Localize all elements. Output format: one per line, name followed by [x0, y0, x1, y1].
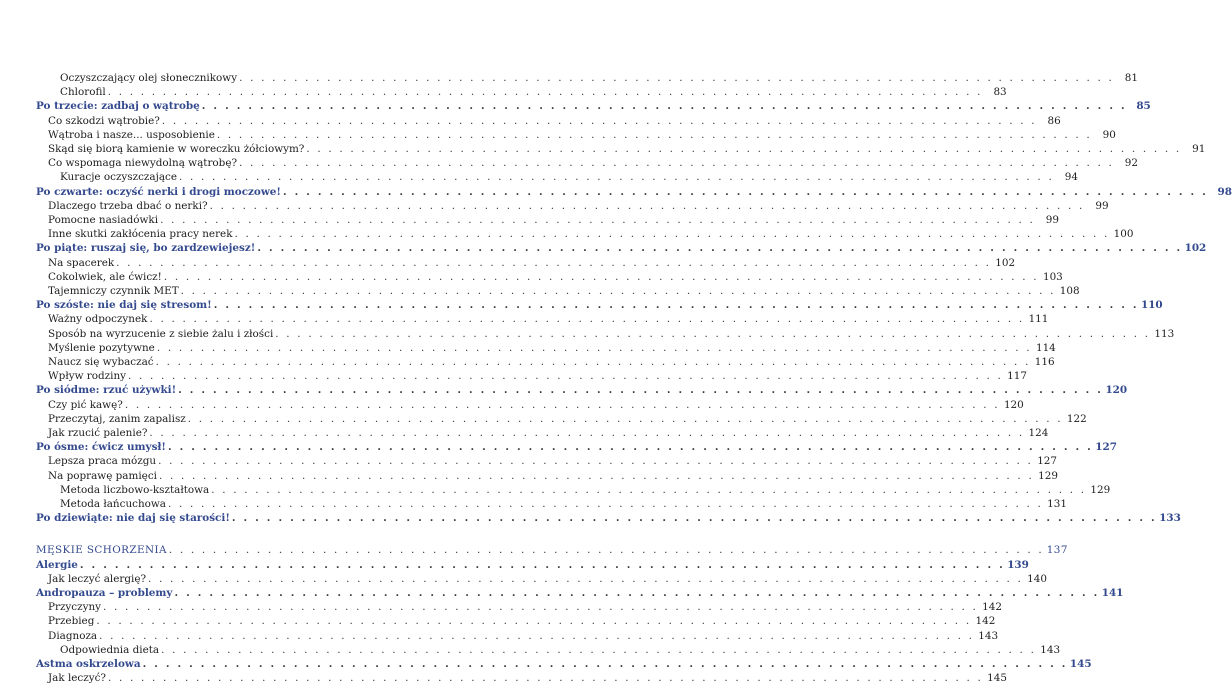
- toc-entry-title: Na poprawę pamięci: [48, 469, 157, 482]
- toc-section-heading: [36, 440, 1117, 454]
- toc-entry-page-number: 124: [1028, 427, 1049, 439]
- toc-entry: [48, 355, 1055, 369]
- toc-entry-title: Andropauza – problemy: [36, 587, 173, 599]
- dot-leader: . . . . . . . . . . . . . . . . . . . . . . . . . . . . . . . . . . . . . . . . . . . . . . . . . . . . . . . . . . . . . . . . . . . . . . . . . . . . . . . .: [187, 412, 1063, 425]
- toc-section-heading: [36, 586, 1124, 600]
- toc-entry-page-number: 102: [995, 256, 1016, 269]
- toc-entry-title: Cokolwiek, ale ćwicz!: [48, 270, 162, 283]
- toc-entry-page-number: 127: [1095, 441, 1117, 454]
- dot-leader: . . . . . . . . . . . . . . . . . . . . . . . . . . . . . . . . . . . . . . . . . . . . . . . . . . . . . . . . . . . . . . . . . . . . . . . . . . . . . . . .: [156, 341, 1032, 354]
- toc-entry-page-number: 108: [1059, 285, 1080, 297]
- dot-leader: . . . . . . . . . . . . . . . . . . . . . . . . . . . . . . . . . . . . . . . . . . . . . . . . . . . . . . . . . . . . . . . . . . . . . . . . . . . . . . . .: [161, 114, 1037, 127]
- toc-entry: [48, 426, 1049, 440]
- toc-entry-page-number: 99: [1095, 199, 1109, 212]
- toc-entry-title: Diagnoza: [48, 629, 98, 642]
- dot-leader: . . . . . . . . . . . . . . . . . . . . . . . . . . . . . . . . . . . . . . . . . . . . . . . . . . . . . . . . . . . . . . . . . . . . . . . . . . . . . . . .: [149, 427, 1025, 439]
- toc-entry-page-number: 145: [987, 672, 1007, 685]
- toc-entry-page-number: 141: [1101, 587, 1124, 599]
- toc-entry-title: Kuracje oczyszczające: [60, 171, 177, 184]
- toc-entry: [60, 71, 1139, 85]
- toc-chapter-heading: [36, 543, 1068, 557]
- toc-entry-title: Odpowiednia dieta: [60, 643, 160, 656]
- toc-entry-title: Pomocne nasiadówki: [48, 214, 159, 226]
- toc-entry: [60, 643, 1061, 657]
- dot-leader: . . . . . . . . . . . . . . . . . . . . . . . . . . . . . . . . . . . . . . . . . . . . . . . . . . . . . . . . . . . . . . . . . . . . . . . . . . . . . . . .: [124, 398, 1000, 411]
- dot-leader: . . . . . . . . . . . . . . . . . . . . . . . . . . . . . . . . . . . . . . . . . . . . . . . . . . . . . . . . . . . . . . . . . . . . . . . . . . . . . . . .: [239, 72, 1115, 84]
- dot-leader: . . . . . . . . . . . . . . . . . . . . . . . . . . . . . . . . . . . . . . . . . . . . . . . . . . . . . . . . . . . . . . . . . . . . . . . . . . . . . . . .: [167, 441, 1093, 454]
- toc-entry: [48, 114, 1061, 128]
- toc-entry-title: Skąd się biorą kamienie w woreczku żółciowym?: [48, 143, 305, 155]
- toc-entry-page-number: 111: [1028, 313, 1049, 326]
- toc-entry: [48, 284, 1080, 298]
- toc-entry: [60, 170, 1078, 184]
- toc-entry-title: Jak leczyć alergię?: [48, 572, 147, 585]
- toc-section-heading: [36, 298, 1163, 312]
- toc-entry: [48, 256, 1016, 270]
- toc-entry-page-number: 102: [1184, 242, 1207, 255]
- toc-entry: [48, 128, 1116, 142]
- toc-entry: [48, 270, 1063, 284]
- toc-entry-page-number: 103: [1042, 270, 1063, 283]
- dot-leader: . . . . . . . . . . . . . . . . . . . . . . . . . . . . . . . . . . . . . . . . . . . . . . . . . . . . . . . . . . . . . . . . . . . . . . . . . . . . . . . .: [211, 483, 1087, 496]
- toc-entry-page-number: 127: [1037, 455, 1058, 468]
- toc-entry: [48, 614, 996, 628]
- toc-entry-page-number: 83: [993, 86, 1007, 99]
- dot-leader: . . . . . . . . . . . . . . . . . . . . . . . . . . . . . . . . . . . . . . . . . . . . . . . . . . . . . . . . . . . . . . . . . . . . . . . . . . . . . . . .: [174, 587, 1100, 599]
- toc-entry-title: Sposób na wyrzucenie z siebie żalu i złości: [48, 327, 274, 340]
- dot-leader: . . . . . . . . . . . . . . . . . . . . . . . . . . . . . . . . . . . . . . . . . . . . . . . . . . . . . . . . . . . . . . . . . . . . . . . . . . . . . . . .: [161, 643, 1037, 656]
- toc-entry: [48, 572, 1048, 586]
- toc-entry: [48, 369, 1027, 383]
- toc-entry-title: Po trzecie: zadbaj o wątrobę: [36, 100, 200, 113]
- dot-leader: . . . . . . . . . . . . . . . . . . . . . . . . . . . . . . . . . . . . . . . . . . . . . . . . . . . . . . . . . . . . . . . . . . . . . . . . . . . . . . . .: [103, 601, 978, 614]
- toc-entry: [48, 142, 1206, 156]
- toc-entry-title: Co szkodzi wątrobie?: [48, 114, 160, 127]
- toc-section-heading: [36, 99, 1151, 113]
- toc-entry: [48, 454, 1058, 468]
- toc-section-heading: [36, 511, 1181, 525]
- toc-section-heading: [36, 657, 1092, 671]
- toc-entry: [60, 483, 1111, 497]
- dot-leader: . . . . . . . . . . . . . . . . . . . . . . . . . . . . . . . . . . . . . . . . . . . . . . . . . . . . . . . . . . . . . . . . . . . . . . . . . . . . . . . .: [163, 270, 1039, 283]
- toc-entry-title: Jak leczyć?: [48, 672, 106, 685]
- toc-entry: [48, 227, 1134, 241]
- toc-entry-page-number: 120: [1105, 384, 1128, 397]
- toc-entry: [48, 671, 1007, 685]
- toc-entry-title: Po czwarte: oczyść nerki i drogi moczowe!: [36, 185, 281, 198]
- toc-entry: [48, 213, 1060, 227]
- toc-entry-page-number: 81: [1124, 72, 1139, 84]
- toc-entry-page-number: 110: [1140, 299, 1163, 312]
- toc-entry-title: Przyczyny: [48, 601, 102, 614]
- toc-entry-page-number: 145: [1069, 658, 1092, 670]
- toc-entry: [48, 398, 1024, 412]
- toc-entry-title: Po ósme: ćwicz umysł!: [36, 441, 166, 454]
- toc-entry-title: Na spacerek: [48, 256, 115, 269]
- dot-leader: . . . . . . . . . . . . . . . . . . . . . . . . . . . . . . . . . . . . . . . . . . . . . . . . . . . . . . . . . . . . . . . . . . . . . . . . . . . . . . . .: [168, 544, 1044, 557]
- toc-entry-title: Wpływ rodziny: [48, 370, 127, 383]
- dot-leader: . . . . . . . . . . . . . . . . . . . . . . . . . . . . . . . . . . . . . . . . . . . . . . . . . . . . . . . . . . . . . . . . . . . . . . . . . . . . . . . .: [158, 455, 1034, 468]
- dot-leader: . . . . . . . . . . . . . . . . . . . . . . . . . . . . . . . . . . . . . . . . . . . . . . . . . . . . . . . . . . . . . . . . . . . . . . . . . . . . . . . .: [213, 299, 1139, 312]
- toc-entry-page-number: 143: [1040, 643, 1061, 656]
- toc-entry: [48, 199, 1109, 213]
- toc-entry: [48, 600, 1002, 614]
- dot-leader: . . . . . . . . . . . . . . . . . . . . . . . . . . . . . . . . . . . . . . . . . . . . . . . . . . . . . . . . . . . . . . . . . . . . . . . . . . . . . . . .: [257, 242, 1183, 255]
- toc-entry-page-number: 117: [1007, 370, 1027, 383]
- dot-leader: . . . . . . . . . . . . . . . . . . . . . . . . . . . . . . . . . . . . . . . . . . . . . . . . . . . . . . . . . . . . . . . . . . . . . . . . . . . . . . . .: [148, 572, 1024, 585]
- dot-leader: . . . . . . . . . . . . . . . . . . . . . . . . . . . . . . . . . . . . . . . . . . . . . . . . . . . . . . . . . . . . . . . . . . . . . . . . . . . . . . . .: [168, 498, 1043, 510]
- dot-leader: . . . . . . . . . . . . . . . . . . . . . . . . . . . . . . . . . . . . . . . . . . . . . . . . . . . . . . . . . . . . . . . . . . . . . . . . . . . . . . . .: [201, 100, 1127, 113]
- toc-entry-page-number: 129: [1090, 483, 1111, 496]
- dot-leader: . . . . . . . . . . . . . . . . . . . . . . . . . . . . . . . . . . . . . . . . . . . . . . . . . . . . . . . . . . . . . . . . . . . . . . . . . . . . . . . .: [275, 327, 1151, 340]
- dot-leader: . . . . . . . . . . . . . . . . . . . . . . . . . . . . . . . . . . . . . . . . . . . . . . . . . . . . . . . . . . . . . . . . . . . . . . . . . . . . . . . .: [99, 629, 975, 642]
- toc-entry: [48, 629, 999, 643]
- toc-entry-page-number: 92: [1124, 157, 1139, 170]
- dot-leader: . . . . . . . . . . . . . . . . . . . . . . . . . . . . . . . . . . . . . . . . . . . . . . . . . . . . . . . . . . . . . . . . . . . . . . . . . . . . . . . .: [149, 313, 1025, 326]
- toc-entry-page-number: 137: [1046, 544, 1068, 557]
- toc-entry-page-number: 139: [1007, 558, 1029, 571]
- toc-entry-page-number: 142: [975, 615, 996, 628]
- dot-leader: . . . . . . . . . . . . . . . . . . . . . . . . . . . . . . . . . . . . . . . . . . . . . . . . . . . . . . . . . . . . . . . . . . . . . . . . . . . . . . . .: [180, 285, 1056, 297]
- toc-entry-page-number: 98: [1217, 185, 1232, 198]
- toc-entry-page-number: 116: [1034, 356, 1055, 368]
- dot-leader: . . . . . . . . . . . . . . . . . . . . . . . . . . . . . . . . . . . . . . . . . . . . . . . . . . . . . . . . . . . . . . . . . . . . . . . . . . . . . . . .: [96, 615, 972, 628]
- toc-entry-page-number: 142: [982, 601, 1002, 614]
- toc-entry: [48, 412, 1087, 426]
- toc-entry-title: Co wspomaga niewydolną wątrobę?: [48, 157, 238, 170]
- dot-leader: . . . . . . . . . . . . . . . . . . . . . . . . . . . . . . . . . . . . . . . . . . . . . . . . . . . . . . . . . . . . . . . . . . . . . . . . . . . . . . . .: [160, 214, 1036, 226]
- toc-entry-title: Inne skutki zakłócenia pracy nerek: [48, 228, 233, 241]
- toc-entry-title: Po piąte: ruszaj się, bo zardzewiejesz!: [36, 242, 256, 255]
- dot-leader: . . . . . . . . . . . . . . . . . . . . . . . . . . . . . . . . . . . . . . . . . . . . . . . . . . . . . . . . . . . . . . . . . . . . . . . . . . . . . . . .: [108, 672, 983, 685]
- toc-entry-title: Przeczytaj, zanim zapalisz: [48, 412, 186, 425]
- toc-entry-title: Po szóste: nie daj się stresom!: [36, 299, 212, 312]
- toc-section-heading: [36, 185, 1232, 199]
- toc-entry-title: Ważny odpoczynek: [48, 313, 148, 326]
- toc-entry: [60, 497, 1067, 511]
- toc-entry-title: MĘSKIE SCHORZENIA: [36, 544, 167, 557]
- toc-entry-page-number: 100: [1113, 228, 1134, 241]
- toc-entry-title: Lepsza praca mózgu: [48, 455, 157, 468]
- toc-entry-page-number: 85: [1136, 100, 1151, 113]
- toc-section-heading: [36, 383, 1128, 397]
- toc-entry-title: Dlaczego trzeba dbać o nerki?: [48, 199, 208, 212]
- toc-entry-title: Astma oskrzelowa: [36, 658, 141, 670]
- toc-entry-page-number: 140: [1027, 572, 1048, 585]
- toc-entry-page-number: 94: [1064, 171, 1078, 184]
- dot-leader: . . . . . . . . . . . . . . . . . . . . . . . . . . . . . . . . . . . . . . . . . . . . . . . . . . . . . . . . . . . . . . . . . . . . . . . . . . . . . . . .: [158, 469, 1034, 482]
- toc-section-heading: [36, 241, 1207, 255]
- toc-entry: [48, 327, 1175, 341]
- toc-entry-title: Jak rzucić palenie?: [48, 427, 148, 439]
- toc-entry: [48, 312, 1049, 326]
- toc-entry-page-number: 90: [1102, 128, 1116, 141]
- toc-entry-title: Przebieg: [48, 615, 95, 628]
- toc-entry: [48, 469, 1058, 483]
- toc-entry-title: Alergie: [36, 558, 78, 571]
- dot-leader: . . . . . . . . . . . . . . . . . . . . . . . . . . . . . . . . . . . . . . . . . . . . . . . . . . . . . . . . . . . . . . . . . . . . . . . . . . . . . . . .: [79, 558, 1005, 571]
- toc-entry: [60, 85, 1007, 99]
- toc-entry-page-number: 99: [1045, 214, 1060, 226]
- dot-leader: . . . . . . . . . . . . . . . . . . . . . . . . . . . . . . . . . . . . . . . . . . . . . . . . . . . . . . . . . . . . . . . . . . . . . . . . . . . . . . . .: [306, 143, 1182, 155]
- toc-entry-page-number: 133: [1159, 512, 1181, 525]
- dot-leader: . . . . . . . . . . . . . . . . . . . . . . . . . . . . . . . . . . . . . . . . . . . . . . . . . . . . . . . . . . . . . . . . . . . . . . . . . . . . . . . .: [116, 256, 992, 269]
- toc-entry-title: Myślenie pozytywne: [48, 341, 155, 354]
- toc-entry-title: Tajemniczy czynnik MET: [48, 285, 179, 297]
- dot-leader: . . . . . . . . . . . . . . . . . . . . . . . . . . . . . . . . . . . . . . . . . . . . . . . . . . . . . . . . . . . . . . . . . . . . . . . . . . . . . . . .: [231, 512, 1157, 525]
- toc-entry-page-number: 86: [1047, 114, 1061, 127]
- dot-leader: . . . . . . . . . . . . . . . . . . . . . . . . . . . . . . . . . . . . . . . . . . . . . . . . . . . . . . . . . . . . . . . . . . . . . . . . . . . . . . . .: [234, 228, 1110, 241]
- dot-leader: . . . . . . . . . . . . . . . . . . . . . . . . . . . . . . . . . . . . . . . . . . . . . . . . . . . . . . . . . . . . . . . . . . . . . . . . . . . . . . . .: [178, 384, 1104, 397]
- toc-entry: [48, 156, 1139, 170]
- dot-leader: . . . . . . . . . . . . . . . . . . . . . . . . . . . . . . . . . . . . . . . . . . . . . . . . . . . . . . . . . . . . . . . . . . . . . . . . . . . . . . . .: [128, 370, 1003, 383]
- toc-entry: [48, 341, 1056, 355]
- dot-leader: . . . . . . . . . . . . . . . . . . . . . . . . . . . . . . . . . . . . . . . . . . . . . . . . . . . . . . . . . . . . . . . . . . . . . . . . . . . . . . . .: [178, 171, 1054, 184]
- toc-entry-page-number: 114: [1035, 341, 1056, 354]
- toc-entry-title: Naucz się wybaczać: [48, 356, 154, 368]
- toc-entry-title: Wątroba i nasze... usposobienie: [48, 128, 215, 141]
- dot-leader: . . . . . . . . . . . . . . . . . . . . . . . . . . . . . . . . . . . . . . . . . . . . . . . . . . . . . . . . . . . . . . . . . . . . . . . . . . . . . . . .: [107, 86, 983, 99]
- toc-section-heading: [36, 558, 1029, 572]
- dot-leader: . . . . . . . . . . . . . . . . . . . . . . . . . . . . . . . . . . . . . . . . . . . . . . . . . . . . . . . . . . . . . . . . . . . . . . . . . . . . . . . .: [282, 185, 1208, 198]
- toc-entry-title: Oczyszczający olej słonecznikowy: [60, 72, 238, 84]
- toc-entry-title: Metoda liczbowo-kształtowa: [60, 483, 210, 496]
- toc-entry-page-number: 122: [1066, 412, 1087, 425]
- toc-entry-title: Czy pić kawę?: [48, 398, 123, 411]
- dot-leader: . . . . . . . . . . . . . . . . . . . . . . . . . . . . . . . . . . . . . . . . . . . . . . . . . . . . . . . . . . . . . . . . . . . . . . . . . . . . . . . .: [216, 128, 1092, 141]
- toc-entry-title: Chlorofil: [60, 86, 106, 99]
- toc-entry-page-number: 143: [978, 629, 999, 642]
- toc-entry-page-number: 129: [1038, 469, 1058, 482]
- toc-entry-title: Po siódme: rzuć używki!: [36, 384, 177, 397]
- dot-leader: . . . . . . . . . . . . . . . . . . . . . . . . . . . . . . . . . . . . . . . . . . . . . . . . . . . . . . . . . . . . . . . . . . . . . . . . . . . . . . . .: [142, 658, 1068, 670]
- toc-entry-page-number: 91: [1192, 143, 1206, 155]
- toc-entry-title: Metoda łańcuchowa: [60, 498, 166, 510]
- toc-entry-page-number: 120: [1003, 398, 1024, 411]
- toc-entry-title: Po dziewiąte: nie daj się starości!: [36, 512, 230, 525]
- toc-entry-page-number: 131: [1047, 498, 1067, 510]
- dot-leader: . . . . . . . . . . . . . . . . . . . . . . . . . . . . . . . . . . . . . . . . . . . . . . . . . . . . . . . . . . . . . . . . . . . . . . . . . . . . . . . .: [209, 199, 1085, 212]
- toc-entry-page-number: 113: [1154, 327, 1175, 340]
- dot-leader: . . . . . . . . . . . . . . . . . . . . . . . . . . . . . . . . . . . . . . . . . . . . . . . . . . . . . . . . . . . . . . . . . . . . . . . . . . . . . . . .: [239, 157, 1115, 170]
- dot-leader: . . . . . . . . . . . . . . . . . . . . . . . . . . . . . . . . . . . . . . . . . . . . . . . . . . . . . . . . . . . . . . . . . . . . . . . . . . . . . . . .: [155, 356, 1031, 368]
